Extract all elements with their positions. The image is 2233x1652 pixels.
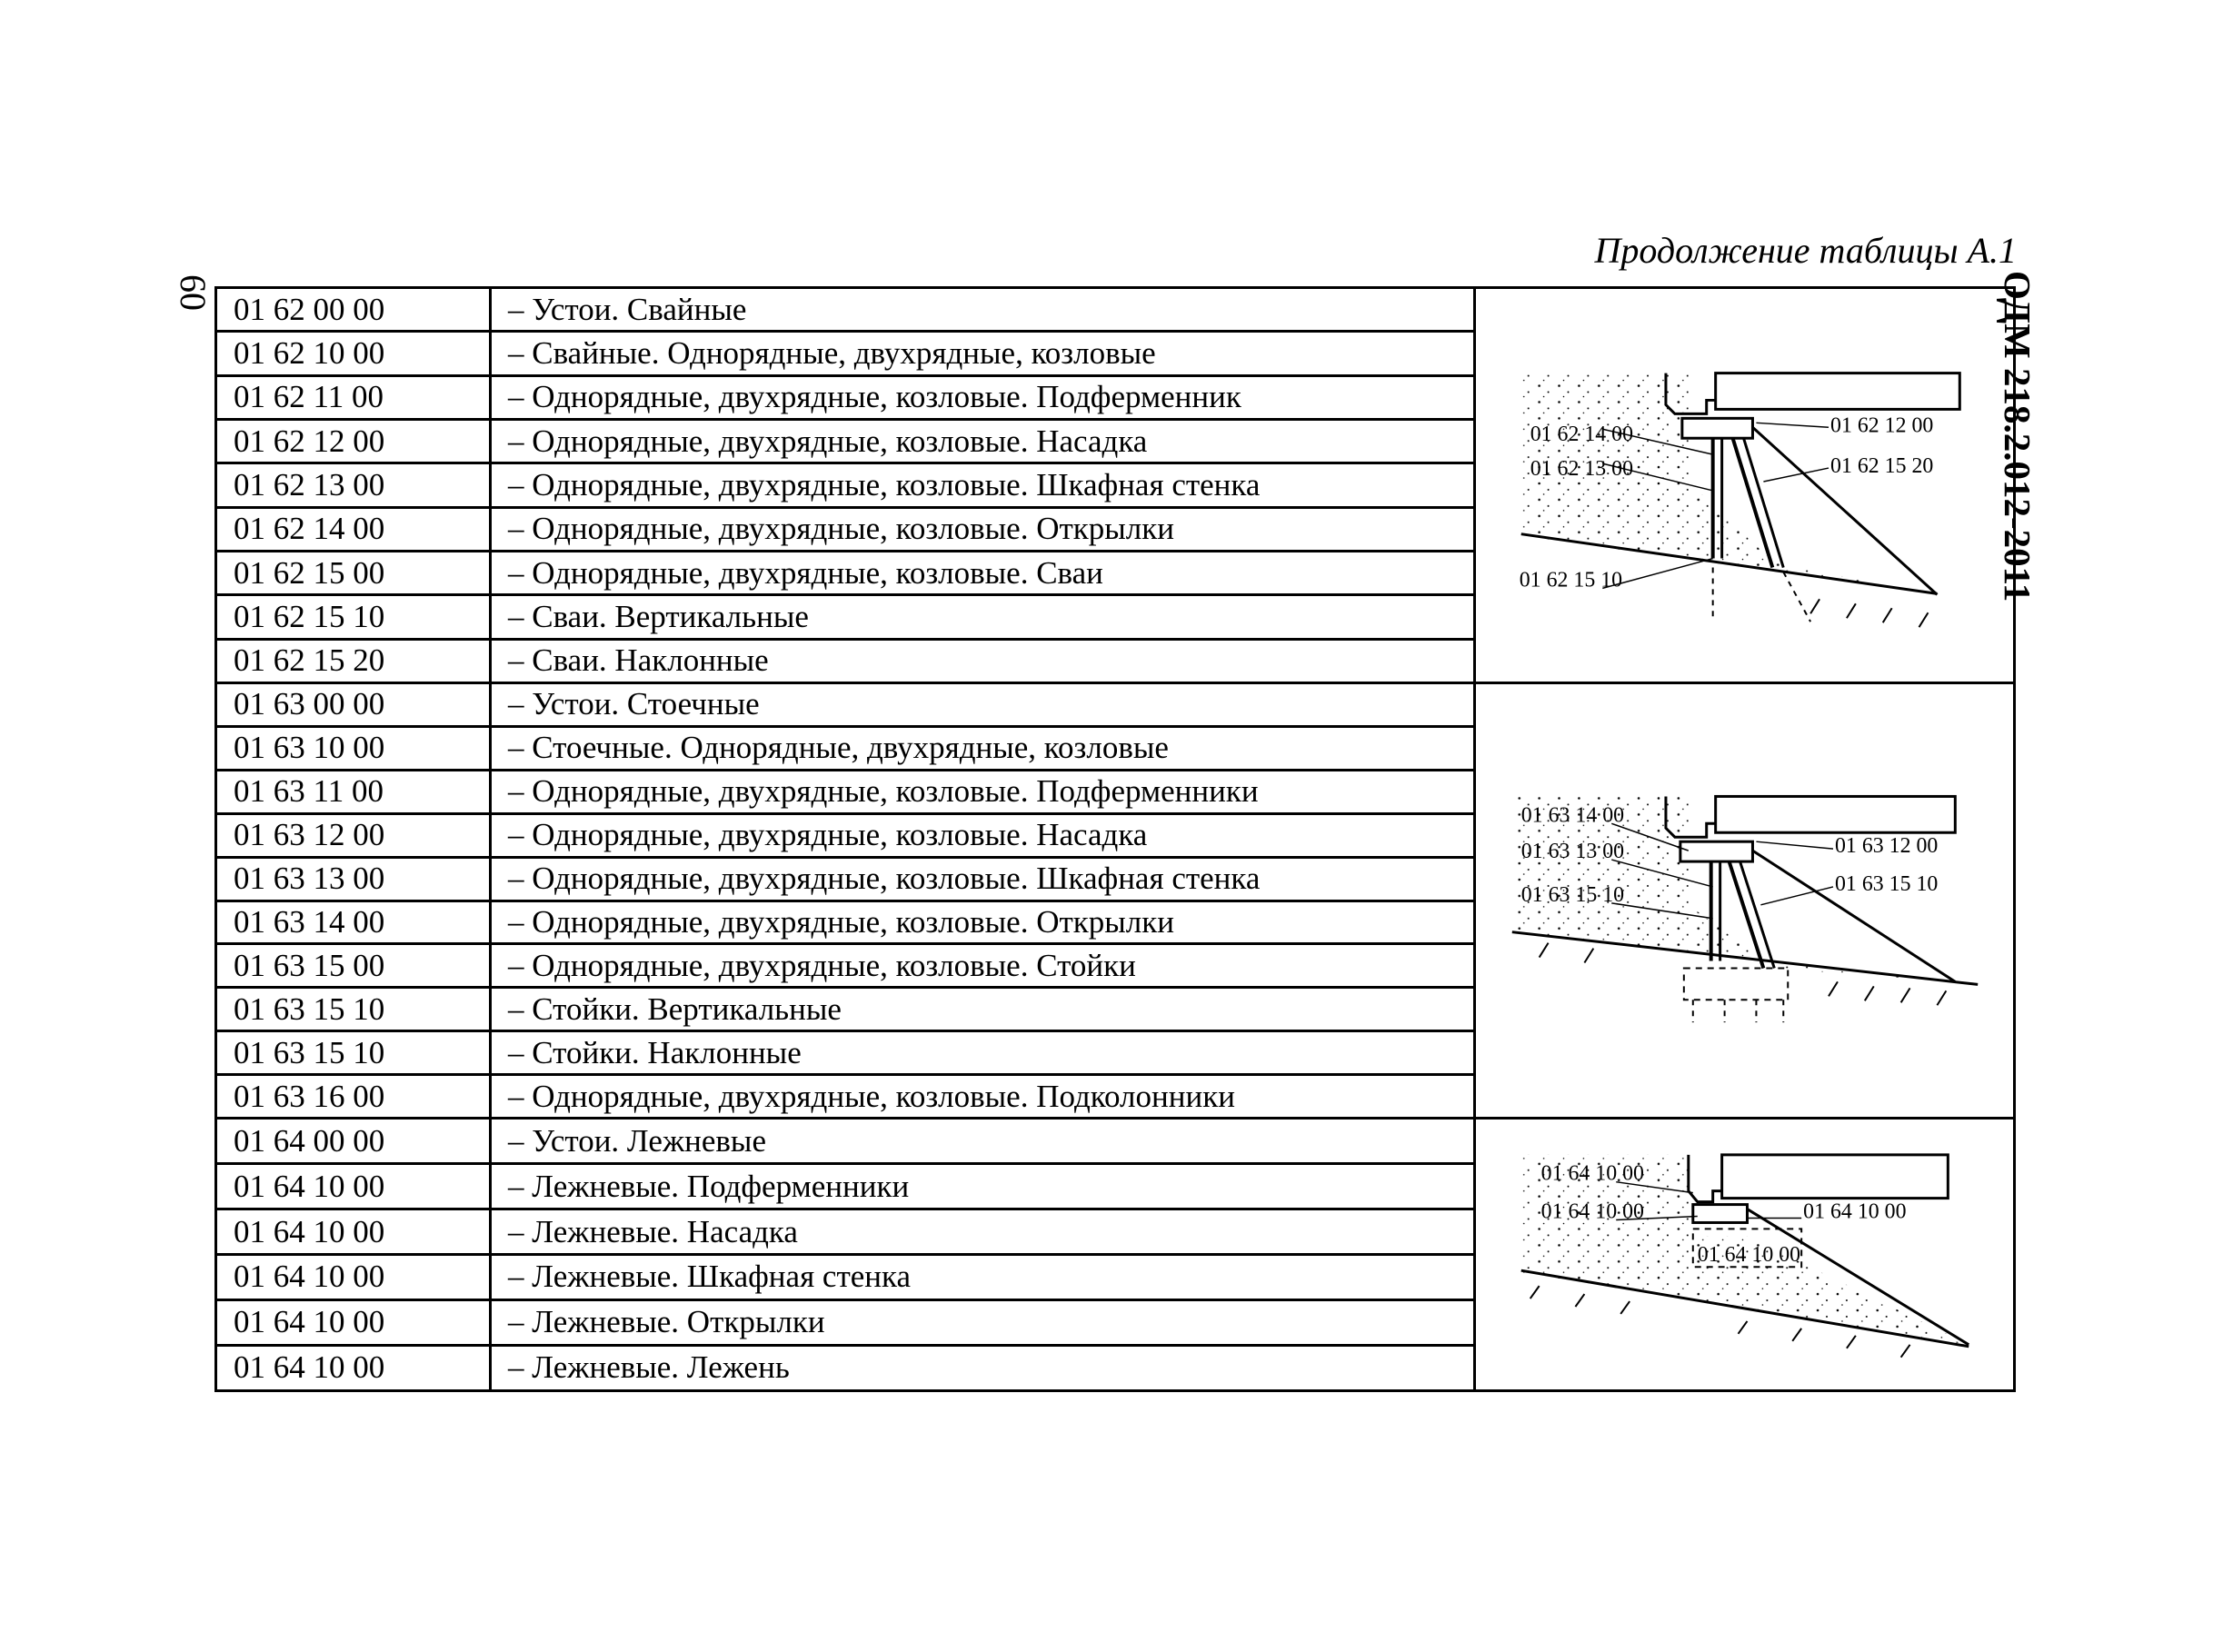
figure-label: 01 64 10 00 <box>1803 1199 1907 1224</box>
code-cell: 01 62 14 00 <box>216 507 491 551</box>
table-row <box>216 288 2015 332</box>
figure-label: 01 62 15 20 <box>1830 454 1934 479</box>
name-cell: – Однорядные, двухрядные, козловые. Шкафная стенка <box>491 463 1475 507</box>
figure-label: 01 63 12 00 <box>1834 834 1939 859</box>
name-cell: – Стойки. Вертикальные <box>491 988 1475 1031</box>
name-cell: – Сваи. Наклонные <box>491 639 1475 682</box>
name-cell: – Однорядные, двухрядные, козловые. Открылки <box>491 507 1475 551</box>
code-cell: 01 62 15 10 <box>216 595 491 639</box>
figure-label: 01 62 12 00 <box>1830 413 1934 438</box>
code-cell: 01 63 14 00 <box>216 901 491 944</box>
name-cell: – Однорядные, двухрядные, козловые. Насадка <box>491 813 1475 857</box>
name-cell: – Стойки. Наклонные <box>491 1031 1475 1075</box>
code-cell: 01 62 13 00 <box>216 463 491 507</box>
figure-label: 01 62 13 00 <box>1530 457 1634 482</box>
name-cell: – Однорядные, двухрядные, козловые. Стойки <box>491 944 1475 988</box>
name-cell: – Однорядные, двухрядные, козловые. Подферменники <box>491 770 1475 813</box>
name-cell: – Лежневые. Подферменники <box>491 1164 1475 1209</box>
table-caption: Продолжение таблицы А.1 <box>1594 230 2017 271</box>
code-cell: 01 63 15 00 <box>216 944 491 988</box>
code-cell: 01 64 10 00 <box>216 1299 491 1345</box>
code-cell: 01 63 15 10 <box>216 988 491 1031</box>
figure-label: 01 64 10 00 <box>1540 1162 1644 1187</box>
name-cell: – Устои. Стоечные <box>491 682 1475 726</box>
name-cell: – Сваи. Вертикальные <box>491 595 1475 639</box>
code-cell: 01 64 10 00 <box>216 1255 491 1300</box>
code-cell: 01 63 16 00 <box>216 1075 491 1119</box>
classification-table <box>214 286 2016 1392</box>
name-cell: – Стоечные. Однорядные, двухрядные, козловые <box>491 726 1475 770</box>
code-cell: 01 63 10 00 <box>216 726 491 770</box>
code-cell: 01 64 10 00 <box>216 1164 491 1209</box>
name-cell: – Лежневые. Шкафная стенка <box>491 1255 1475 1300</box>
code-cell: 01 63 12 00 <box>216 813 491 857</box>
name-cell: – Устои. Лежневые <box>491 1119 1475 1164</box>
figure-label: 01 64 10 00 <box>1697 1243 1801 1268</box>
figure-cell <box>1475 288 2015 683</box>
column-abutment-diagram <box>1476 697 2013 1104</box>
name-cell: – Лежневые. Открылки <box>491 1299 1475 1345</box>
figure-cell <box>1475 682 2015 1118</box>
pile-abutment-diagram <box>1476 301 2013 670</box>
name-cell: – Свайные. Однорядные, двухрядные, козловые <box>491 332 1475 375</box>
figure-label: 01 64 10 00 <box>1540 1199 1644 1224</box>
code-cell: 01 64 00 00 <box>216 1119 491 1164</box>
code-cell: 01 62 00 00 <box>216 288 491 332</box>
code-cell: 01 64 10 00 <box>216 1209 491 1255</box>
name-cell: – Однорядные, двухрядные, козловые. Сваи <box>491 551 1475 594</box>
figure-label: 01 63 15 10 <box>1834 872 1939 897</box>
document-code: ОДМ 218.2.012-2011 <box>1997 271 2039 602</box>
name-cell: – Однорядные, двухрядные, козловые. Подколонники <box>491 1075 1475 1119</box>
code-cell: 01 62 12 00 <box>216 419 491 463</box>
code-cell: 01 64 10 00 <box>216 1345 491 1390</box>
name-cell: – Однорядные, двухрядные, козловые. Насадка <box>491 419 1475 463</box>
figure-label: 01 63 13 00 <box>1520 840 1625 864</box>
code-cell: 01 63 15 10 <box>216 1031 491 1075</box>
name-cell: – Однорядные, двухрядные, козловые. Подферменник <box>491 375 1475 419</box>
figure-label: 01 63 15 10 <box>1520 883 1625 908</box>
sill-abutment-diagram <box>1476 1128 2013 1381</box>
code-cell: 01 62 10 00 <box>216 332 491 375</box>
code-cell: 01 62 15 20 <box>216 639 491 682</box>
table-row <box>216 1119 2015 1164</box>
figure-label: 01 62 14 00 <box>1530 423 1634 447</box>
name-cell: – Лежневые. Насадка <box>491 1209 1475 1255</box>
figure-label: 01 63 14 00 <box>1520 803 1625 828</box>
code-cell: 01 63 11 00 <box>216 770 491 813</box>
code-cell: 01 62 15 00 <box>216 551 491 594</box>
name-cell: – Устои. Свайные <box>491 288 1475 332</box>
figure-label: 01 62 15 10 <box>1519 568 1623 592</box>
name-cell: – Однорядные, двухрядные, козловые. Шкафная стенка <box>491 857 1475 901</box>
table-row <box>216 682 2015 726</box>
figure-cell <box>1475 1119 2015 1391</box>
code-cell: 01 62 11 00 <box>216 375 491 419</box>
code-cell: 01 63 13 00 <box>216 857 491 901</box>
name-cell: – Однорядные, двухрядные, козловые. Открылки <box>491 901 1475 944</box>
name-cell: – Лежневые. Лежень <box>491 1345 1475 1390</box>
code-cell: 01 63 00 00 <box>216 682 491 726</box>
page-number: 60 <box>173 274 214 311</box>
